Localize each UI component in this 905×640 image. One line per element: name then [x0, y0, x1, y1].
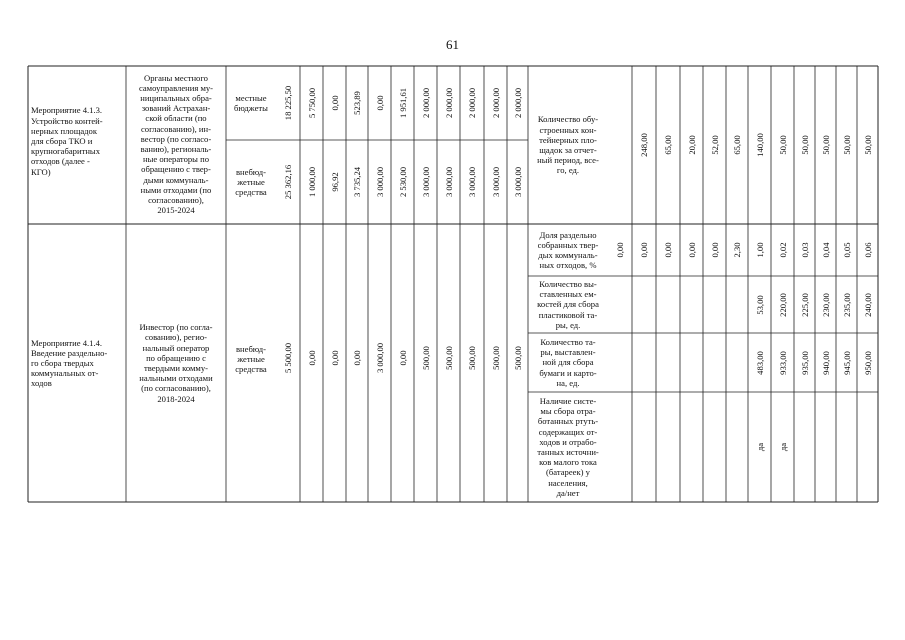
indicator-name-line: ставленных ем-	[539, 289, 597, 300]
indicator-value: 0,00	[709, 242, 720, 258]
executor-line: по обращению с	[146, 352, 206, 363]
indicator-value: 20,00	[686, 135, 697, 155]
budget-value: 3 000,00	[420, 166, 431, 198]
measure-name-line: коммунальных от-	[31, 368, 99, 379]
indicator-value: 0,00	[639, 242, 649, 258]
measure-name-line: отходов (далее -	[31, 156, 90, 167]
indicator-value: 0,00	[686, 242, 697, 258]
executor-line: нальный оператор	[142, 342, 210, 353]
indicator-name-line: щадок за отчет-	[539, 145, 597, 155]
budget-value: 3 000,00	[490, 166, 501, 198]
indicator-value: 0,00	[663, 242, 673, 258]
indicator-value: 65,00	[663, 135, 673, 155]
indicator-name	[529, 279, 607, 330]
indicator-value: 50,00	[841, 135, 852, 155]
executor-line: дыми коммуналь-	[143, 174, 209, 185]
indicator-value: 0,04	[820, 242, 831, 258]
indicator-name-line: тейнерных пло-	[539, 134, 597, 145]
indicator-name-line: да/нет	[556, 487, 580, 498]
indicator-name-line: строенных кон-	[539, 124, 597, 135]
budget-value: 96,92	[329, 172, 340, 192]
budget-value: 0,00	[306, 350, 317, 366]
indicator-name	[529, 114, 607, 175]
indicator-name-line: содержащих от-	[538, 426, 598, 437]
indicator-value: 483,00	[754, 350, 765, 375]
indicator-name	[529, 396, 607, 498]
indicator-name-line: Наличие систе-	[539, 396, 597, 406]
indicator-value: 50,00	[799, 135, 810, 155]
indicator-value: 240,00	[862, 292, 873, 317]
budget-value: 3 000,00	[374, 342, 385, 374]
budget-value: 25 362,16	[283, 164, 293, 200]
funding-source-line: внебюд-	[235, 166, 267, 177]
funding-source-line: бюджеты	[234, 103, 268, 113]
indicator-value: 235,00	[841, 292, 852, 317]
indicator-name-line: го, ед.	[556, 165, 580, 176]
indicator-value: 0,05	[841, 242, 852, 258]
budget-value: 5 750,00	[306, 87, 317, 119]
indicator-name-line: ных отходов, %	[539, 260, 597, 271]
indicator-name-line: Количество та-	[540, 337, 596, 347]
budget-value: 0,00	[329, 95, 340, 111]
measure-name-line: го сбора твердых	[31, 357, 94, 368]
funding-source-line: жетные	[237, 353, 265, 364]
indicator-value: 2,30	[732, 242, 742, 258]
budget-value: 0,00	[374, 95, 385, 111]
budget-value: 2 000,00	[420, 87, 431, 119]
measure-name-line: Введение раздельно-	[31, 347, 108, 358]
funding-source-line: жетные	[237, 176, 265, 187]
executor-line: (по согласованию),	[141, 383, 211, 394]
executor-line: согласованию), ин-	[140, 123, 211, 134]
indicator-name	[529, 230, 607, 271]
executor-line: ниципальных обра-	[140, 93, 212, 103]
budget-value: 3 000,00	[374, 166, 385, 198]
budget-value: 3 735,24	[352, 166, 362, 198]
budget-value: 500,00	[443, 346, 454, 370]
executor-line: Инвестор (по согла-	[139, 322, 213, 333]
indicator-value: 933,00	[777, 350, 788, 375]
budget-value: 5 500,00	[283, 342, 293, 374]
budget-value: 500,00	[467, 346, 477, 370]
indicator-value: 0,02	[777, 242, 788, 258]
indicator-value: 230,00	[820, 292, 831, 317]
indicator-name-line: собранных твер-	[537, 239, 599, 250]
indicator-value: 935,00	[799, 350, 810, 375]
funding-source-line: внебюд-	[235, 343, 267, 354]
executor-line: ванию), региональ-	[140, 144, 212, 155]
indicator-value: 0,03	[799, 242, 810, 258]
budget-value: 1 000,00	[306, 166, 317, 198]
indicator-name-line: пластиковой та-	[538, 309, 598, 320]
budget-value: 0,00	[397, 350, 408, 366]
budget-value: 3 000,00	[467, 166, 477, 198]
budget-value: 3 000,00	[443, 166, 454, 198]
executor-line: самоуправления му-	[138, 82, 214, 93]
indicator-value: 945,00	[841, 350, 852, 375]
indicator-value: 50,00	[777, 135, 788, 155]
measure-name	[31, 338, 125, 389]
budget-value: 523,89	[352, 91, 362, 115]
indicator-name-line: бумаги и карто-	[539, 367, 597, 378]
funding-source-line: средства	[235, 187, 267, 198]
budget-value: 1 951,61	[397, 87, 408, 119]
budget-value: 2 000,00	[490, 87, 501, 119]
funding-source	[227, 167, 275, 198]
indicator-name-line: ходов и отрабо-	[539, 436, 597, 447]
measure-name	[31, 105, 125, 176]
executor-line: 2015-2024	[157, 205, 195, 216]
indicator-name-line: ботанных ртуть-	[537, 416, 599, 427]
measure-name-line: Мероприятие 4.1.4.	[31, 337, 103, 348]
indicator-value: 50,00	[862, 135, 873, 155]
measure-name-line: для сбора ТКО и	[31, 135, 93, 146]
executor-line: согласованию),	[148, 195, 204, 206]
budget-value: 0,00	[352, 350, 362, 366]
funding-source-line: средства	[235, 364, 267, 375]
indicator-value: 248,00	[639, 133, 649, 157]
measure-name-line: Мероприятие 4.1.3.	[31, 105, 103, 116]
indicator-name-line: танных источни-	[537, 447, 599, 458]
indicator-name-line: ры, выставлен-	[540, 347, 596, 358]
indicator-name-line: мы сбора отра-	[540, 406, 596, 417]
funding-source	[227, 93, 275, 113]
executor-line: твердыми комму-	[144, 363, 208, 373]
indicator-name-line: Количество вы-	[539, 279, 597, 289]
indicator-value: 940,00	[820, 350, 831, 375]
indicator-value: 65,00	[732, 135, 742, 155]
indicator-name-line: ной для сбора	[542, 357, 594, 368]
indicator-value: 225,00	[799, 292, 810, 317]
executor-line: 2018-2024	[157, 393, 195, 404]
budget-value: 500,00	[512, 346, 523, 370]
indicator-value: 53,00	[754, 294, 765, 315]
executor-line: ными отходами (по	[140, 184, 212, 195]
budget-value: 2 000,00	[467, 87, 477, 119]
indicator-value: 0,00	[615, 242, 625, 258]
budget-value: 500,00	[490, 346, 501, 370]
indicator-value: да	[777, 442, 788, 452]
budget-value: 18 225,50	[283, 85, 293, 121]
budget-value: 2 530,00	[397, 166, 408, 198]
indicator-name-line: ры, ед.	[555, 319, 581, 330]
measure-name-line: ходов	[31, 378, 52, 389]
indicator-value: 220,00	[777, 292, 788, 317]
indicator-name-line: ный период, все-	[537, 155, 599, 166]
executor-line: ской области (по	[145, 113, 207, 124]
indicator-name-line: на, ед.	[556, 377, 580, 388]
executor-line: Органы местного	[144, 72, 208, 83]
measure-name-line: Устройство контей-	[31, 115, 103, 126]
indicator-value: 50,00	[820, 135, 831, 155]
funding-source-line: местные	[235, 92, 267, 103]
indicator-value: 0,06	[862, 242, 873, 258]
budget-value: 2 000,00	[512, 87, 523, 119]
budget-value: 2 000,00	[443, 87, 454, 119]
executor-line: вестор (по согласо-	[140, 133, 212, 144]
indicator-value: да	[754, 442, 765, 452]
executor	[127, 73, 225, 216]
indicator-value: 140,00	[754, 133, 765, 157]
executor-line: сованию), регио-	[144, 332, 208, 343]
funding-source	[227, 344, 275, 375]
indicator-name-line: дых коммуналь-	[538, 250, 598, 260]
indicator-value: 52,00	[709, 135, 720, 155]
executor-line: нальными отходами	[139, 373, 213, 384]
measure-name-line: КГО)	[31, 166, 51, 177]
indicator-name-line: (батареек) у	[546, 467, 590, 478]
indicator-name-line: Количество обу-	[537, 114, 599, 125]
executor-line: обращению с твер-	[141, 164, 211, 175]
indicator-name	[529, 337, 607, 388]
executor	[127, 322, 225, 404]
measure-name-line: крупногабаритных	[31, 146, 100, 157]
budget-value: 0,00	[329, 350, 340, 366]
measure-name-line: нерных площадок	[31, 125, 97, 136]
executor-line: ные операторы по	[143, 154, 209, 165]
indicator-value: 950,00	[862, 350, 873, 375]
indicator-name-line: костей для сбора	[537, 299, 599, 310]
page-number: 61	[446, 37, 459, 52]
budget-value: 500,00	[420, 346, 431, 370]
executor-line: зований Астрахан-	[141, 103, 211, 114]
indicator-name-line: Доля раздельно	[539, 229, 597, 240]
budget-value: 3 000,00	[512, 166, 523, 198]
indicator-value: 1,00	[754, 242, 765, 258]
indicator-name-line: населения,	[548, 477, 588, 488]
indicator-name-line: ков малого тока	[539, 457, 597, 468]
